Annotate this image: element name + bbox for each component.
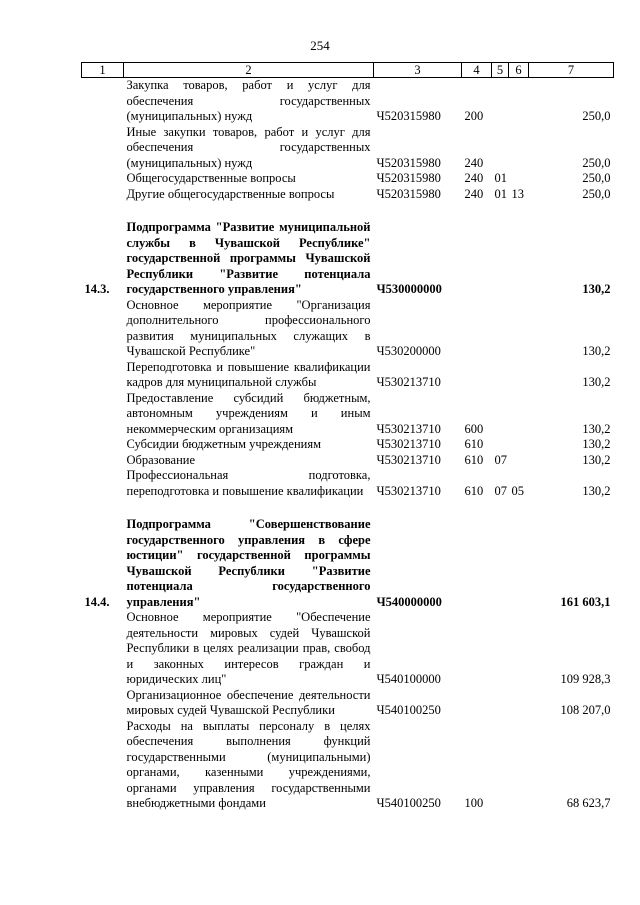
row-number xyxy=(82,187,124,203)
row-amount: 250,0 xyxy=(582,171,611,185)
row-section xyxy=(492,517,509,610)
row-subsection xyxy=(509,298,529,360)
row-target-code: Ч540100250 xyxy=(376,703,441,717)
row-amount: 161 603,1 xyxy=(560,594,611,609)
table-row xyxy=(82,187,614,203)
row-description: Подпрограмма "Совершенствование государственного управления в сфере юстиции" государственной программы Чувашской Республики "Развитие потенциала государственного управления" xyxy=(126,517,371,609)
row-number: 14.3. xyxy=(84,282,110,296)
row-target-code: Ч530213710 xyxy=(376,437,441,451)
row-description: Иные закупки товаров, работ и услуг для обеспечения государственных (муниципальных) нужд xyxy=(126,124,371,170)
row-subsection xyxy=(509,453,529,469)
row-expense-type: 240 xyxy=(464,186,484,201)
row-expense-type xyxy=(462,360,492,391)
row-expense-type: 100 xyxy=(464,796,484,810)
page-number: 254 xyxy=(310,38,330,53)
row-section xyxy=(492,437,509,453)
row-description: Предоставление субсидий бюджетным, автономным учреждениям и иным некоммерческим организациям xyxy=(126,390,371,436)
row-subsection xyxy=(509,517,529,610)
row-target-code: Ч530000000 xyxy=(376,282,442,296)
row-subsection xyxy=(509,360,529,391)
table-row xyxy=(82,78,614,125)
table-row xyxy=(82,688,614,719)
row-description: Основное мероприятие "Обеспечение деятельности мировых судей Чувашской Республики в целях реализации прав, свобод и законных интересов граждан и юридических лиц" xyxy=(126,610,371,686)
header-cell: 4 xyxy=(462,63,492,78)
row-section: 01 xyxy=(494,171,507,185)
row-target-code: Ч530213710 xyxy=(376,452,441,467)
table-row xyxy=(82,719,614,812)
table-header-row xyxy=(82,63,614,78)
row-subsection xyxy=(509,125,529,172)
row-expense-type: 240 xyxy=(464,155,484,170)
row-target-code: Ч520315980 xyxy=(376,171,441,185)
header-cell: 1 xyxy=(82,63,124,78)
row-amount: 109 928,3 xyxy=(560,672,611,686)
row-section xyxy=(492,298,509,360)
row-expense-type: 600 xyxy=(464,421,484,436)
row-subsection xyxy=(509,610,529,688)
row-section: 07 xyxy=(494,483,507,498)
row-number xyxy=(82,453,124,469)
row-amount: 130,2 xyxy=(582,483,611,498)
row-expense-type xyxy=(462,688,492,719)
row-target-code: Ч530213710 xyxy=(376,421,441,436)
row-description: Общегосударственные вопросы xyxy=(126,171,296,185)
row-description: Профессиональная подготовка, переподготовка и повышение квалификации xyxy=(126,468,371,498)
row-number xyxy=(82,298,124,360)
spacer-cell xyxy=(82,202,614,220)
header-cell: 6 xyxy=(509,63,529,78)
row-amount: 250,0 xyxy=(582,155,611,170)
table-row xyxy=(82,360,614,391)
row-subsection xyxy=(509,437,529,453)
row-section: 07 xyxy=(494,452,507,467)
row-number xyxy=(82,437,124,453)
row-section xyxy=(492,220,509,298)
row-subsection xyxy=(509,719,529,812)
header-cell: 3 xyxy=(374,63,462,78)
row-amount: 130,2 xyxy=(582,421,611,436)
row-section xyxy=(492,360,509,391)
row-number xyxy=(82,391,124,438)
row-expense-type xyxy=(462,517,492,610)
budget-table xyxy=(81,62,614,812)
row-expense-type xyxy=(462,610,492,688)
row-description: Подпрограмма "Развитие муниципальной службы в Чувашской Республике" государственной программы Чувашской Республики "Развитие потенциала государственного управления" xyxy=(126,220,371,296)
row-number xyxy=(82,171,124,187)
row-target-code: Ч540100250 xyxy=(376,796,441,810)
row-subsection: 13 xyxy=(511,186,524,201)
row-section: 01 xyxy=(494,186,507,201)
row-amount: 130,2 xyxy=(582,344,611,358)
row-description: Субсидии бюджетным учреждениям xyxy=(126,437,322,451)
row-target-code: Ч530213710 xyxy=(376,483,441,498)
row-number xyxy=(82,468,124,499)
row-expense-type xyxy=(462,220,492,298)
row-subsection xyxy=(509,78,529,125)
row-target-code: Ч520315980 xyxy=(376,155,441,170)
row-amount: 130,2 xyxy=(582,452,611,467)
row-amount: 108 207,0 xyxy=(560,703,611,717)
row-subsection xyxy=(509,220,529,298)
table-row xyxy=(82,610,614,688)
subprogram-row xyxy=(82,220,614,298)
row-amount: 250,0 xyxy=(582,109,611,123)
spacer-row xyxy=(82,499,614,517)
row-section xyxy=(492,688,509,719)
row-section xyxy=(492,125,509,172)
row-target-code: Ч520315980 xyxy=(376,109,441,123)
table-row xyxy=(82,437,614,453)
row-description: Другие общегосударственные вопросы xyxy=(126,186,335,201)
row-amount: 130,2 xyxy=(582,375,611,389)
row-number xyxy=(82,360,124,391)
row-expense-type: 610 xyxy=(464,483,484,498)
row-number xyxy=(82,78,124,125)
table-row xyxy=(82,391,614,438)
row-subsection xyxy=(509,391,529,438)
row-description: Закупка товаров, работ и услуг для обеспечения государственных (муниципальных) нужд xyxy=(126,78,371,123)
row-target-code: Ч540000000 xyxy=(376,594,442,609)
row-amount: 68 623,7 xyxy=(566,796,611,810)
row-number xyxy=(82,719,124,812)
row-amount: 130,2 xyxy=(582,282,611,296)
row-target-code: Ч540100000 xyxy=(376,672,441,686)
row-section xyxy=(492,719,509,812)
row-expense-type: 610 xyxy=(464,452,484,467)
row-expense-type: 610 xyxy=(464,437,484,451)
row-target-code: Ч520315980 xyxy=(376,186,441,201)
row-target-code: Ч530213710 xyxy=(376,375,441,389)
row-description: Организационное обеспечение деятельности мировых судей Чувашской Республики xyxy=(126,687,371,717)
table-row xyxy=(82,171,614,187)
row-expense-type xyxy=(462,298,492,360)
row-expense-type: 240 xyxy=(464,171,484,185)
table-row xyxy=(82,453,614,469)
spacer-cell xyxy=(82,499,614,517)
row-description: Переподготовка и повышение квалификации кадров для муниципальной службы xyxy=(126,359,371,389)
row-amount: 130,2 xyxy=(582,437,611,451)
row-number: 14.4. xyxy=(84,594,110,609)
row-section xyxy=(492,391,509,438)
row-expense-type: 200 xyxy=(464,109,484,123)
table-row xyxy=(82,125,614,172)
header-cell: 5 xyxy=(492,63,509,78)
row-amount: 250,0 xyxy=(582,186,611,201)
table-row xyxy=(82,468,614,499)
header-cell: 7 xyxy=(529,63,614,78)
row-subsection xyxy=(509,171,529,187)
row-number xyxy=(82,125,124,172)
row-description: Расходы на выплаты персоналу в целях обеспечения выполнения функций государственными (муниципальными) органами, казенными учреждениями, органами управления государственными внебюджетными фондами xyxy=(126,718,371,810)
row-subsection: 05 xyxy=(511,483,524,498)
row-target-code: Ч530200000 xyxy=(376,344,441,358)
row-section xyxy=(492,610,509,688)
row-subsection xyxy=(509,688,529,719)
row-section xyxy=(492,78,509,125)
row-number xyxy=(82,610,124,688)
row-description: Образование xyxy=(126,452,196,467)
subprogram-row xyxy=(82,517,614,610)
row-description: Основное мероприятие "Организация дополнительного профессионального развития муниципальных служащих в Чувашской Республике" xyxy=(126,297,371,358)
table-row xyxy=(82,298,614,360)
header-cell: 2 xyxy=(124,63,374,78)
spacer-row xyxy=(82,202,614,220)
row-number xyxy=(82,688,124,719)
